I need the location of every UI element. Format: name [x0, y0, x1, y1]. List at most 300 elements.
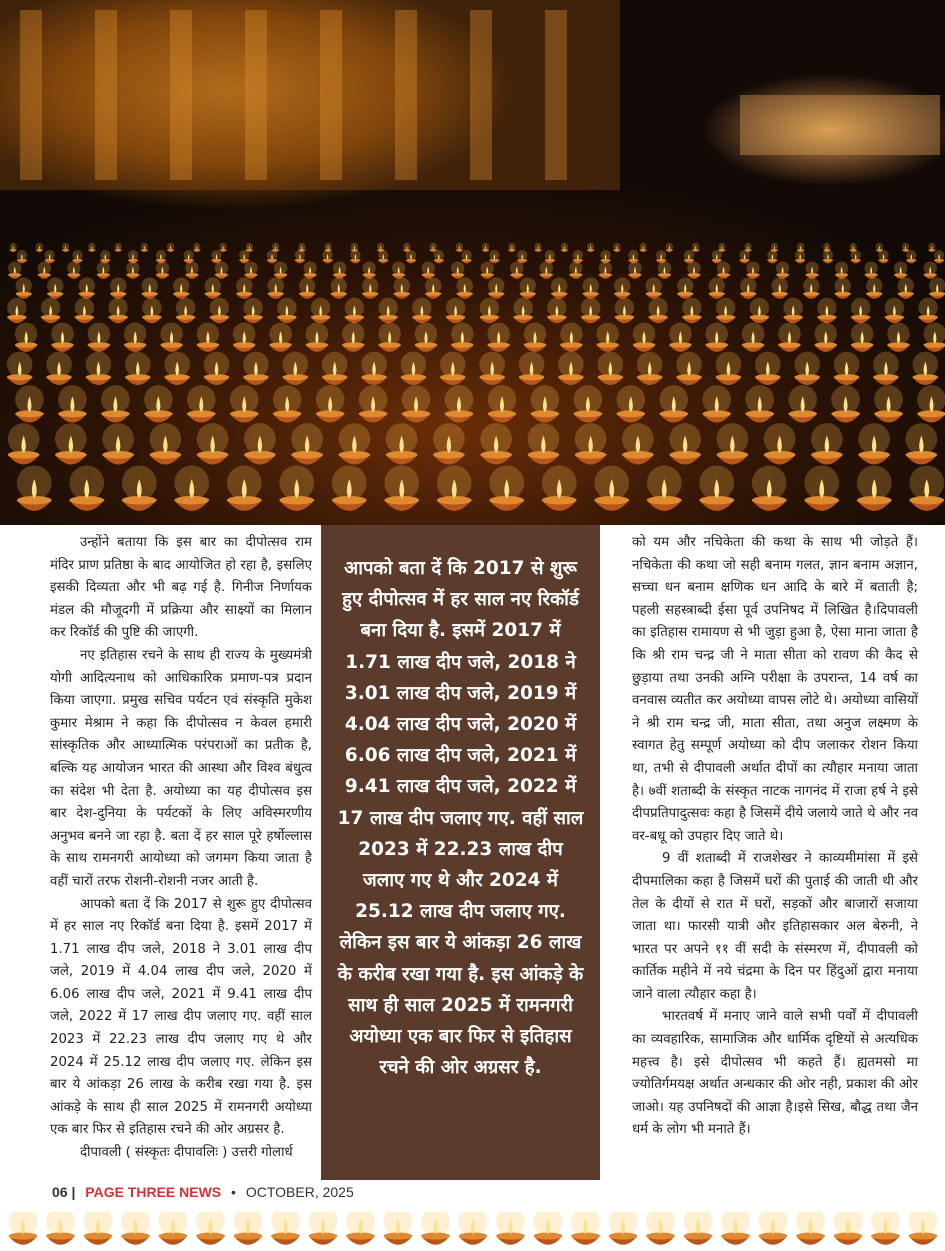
diya-icon — [581, 298, 600, 323]
diya-icon — [805, 261, 818, 278]
diya-icon — [528, 423, 560, 464]
diya-icon — [535, 243, 542, 252]
diya-icon — [234, 1212, 263, 1245]
diya-icon — [17, 250, 27, 263]
diya-icon — [906, 423, 938, 464]
diya-icon — [220, 243, 227, 252]
diya-icon — [160, 323, 183, 352]
diya-icon — [783, 298, 802, 323]
diya-icon — [210, 298, 229, 323]
diya-icon — [7, 298, 26, 323]
diya-icon — [41, 298, 60, 323]
diya-icon — [745, 385, 774, 422]
diya-icon — [909, 1212, 938, 1245]
diya-icon — [174, 465, 209, 510]
diya-icon — [311, 298, 330, 323]
diya-icon — [496, 1212, 525, 1245]
diya-icon — [86, 352, 112, 385]
diya-icon — [617, 385, 646, 422]
diya-icon — [834, 1212, 863, 1245]
diya-icon — [45, 250, 55, 263]
diya-icon — [197, 323, 220, 352]
diya-icon — [243, 352, 269, 385]
diya-icon — [433, 423, 465, 464]
diya-icon — [628, 250, 638, 263]
diya-icon — [274, 261, 287, 278]
diya-icon — [702, 385, 731, 422]
diya-icon — [534, 1212, 563, 1245]
diya-icon — [873, 352, 899, 385]
diya-icon — [394, 277, 410, 298]
diya-icon — [67, 261, 80, 278]
diya-icon — [811, 423, 843, 464]
diya-icon — [359, 385, 388, 422]
hero-photo-diyas — [0, 0, 945, 525]
diya-icon — [445, 385, 474, 422]
diya-icon — [687, 261, 700, 278]
diya-icon — [211, 250, 221, 263]
diya-icon — [924, 261, 937, 278]
pull-quote-box — [321, 525, 600, 1180]
separator: • — [231, 1184, 236, 1200]
diya-icon — [924, 323, 945, 352]
diya-icon — [721, 1212, 750, 1245]
diya-icon — [575, 423, 607, 464]
diya-icon — [815, 323, 838, 352]
diya-icon — [574, 385, 603, 422]
diya-icon — [519, 352, 545, 385]
diya-icon — [102, 423, 134, 464]
diya-icon — [887, 323, 910, 352]
diya-icon — [273, 385, 302, 422]
diya-icon — [459, 1212, 488, 1245]
diya-icon — [834, 352, 860, 385]
paragraph: आपको बता दें कि 2017 से शुरू हुए दीपोत्सव में हर साल नए रिकॉर्ड बना दिया है. इसमें 2017 में 1.71 लाख दीप जले, 2018 ने 3.01 लाख दीप जले, 2019 में 4.04 लाख दीप जले, 2020 में 6.06 लाख दीप जले, 2021 में 9.41 लाख दीप जले, 2022 में 17 लाख दीप जलाए गए. वहीं साल 2023 में 22.23 लाख दीप जलाए गए थे और 2024 में 25.12 लाख दीप जलाए गए. लेकिन इस बार ये आंकड़ा 26 लाख के करीब रखा गया है. इस आंकड़े के साथ ही साल 2025 में रामनगरी अयोध्या एक बार फिर से इतिहास रचने की ओर अग्रसर है. — [50, 896, 312, 1138]
diya-icon — [239, 250, 249, 263]
diya-icon — [378, 250, 388, 263]
diya-icon — [401, 352, 427, 385]
diya-icon — [384, 465, 419, 510]
diya-icon — [386, 423, 418, 464]
diya-icon — [378, 298, 397, 323]
diya-icon — [108, 298, 127, 323]
diya-icon — [434, 250, 444, 263]
diya-icon — [17, 465, 52, 510]
diya-icon — [658, 261, 671, 278]
diya-icon — [440, 352, 466, 385]
diya-icon — [47, 277, 63, 298]
diya-icon — [303, 261, 316, 278]
diya-icon — [267, 250, 277, 263]
diya-icon — [392, 261, 405, 278]
diya-icon — [871, 1212, 900, 1245]
diya-icon — [236, 277, 252, 298]
diya-icon — [795, 250, 805, 263]
diya-icon — [647, 465, 682, 510]
diya-icon — [8, 423, 40, 464]
diya-icon — [596, 323, 619, 352]
diya-icon — [851, 323, 874, 352]
diya-icon — [551, 277, 567, 298]
diya-icon — [196, 1212, 225, 1245]
diya-icon — [331, 277, 347, 298]
diya-icon — [851, 298, 870, 323]
diya-icon — [857, 465, 892, 510]
diya-icon — [752, 465, 787, 510]
diya-icon — [874, 385, 903, 422]
diya-icon — [717, 261, 730, 278]
diya-icon — [545, 250, 555, 263]
diya-icon — [156, 250, 166, 263]
diya-icon — [750, 298, 769, 323]
diya-icon — [569, 261, 582, 278]
diya-icon — [322, 352, 348, 385]
diya-icon — [788, 385, 817, 422]
paragraph: दीपावली ( संस्कृतः दीपावलिः ) उत्तरी गोलार्ध — [80, 1145, 293, 1161]
diya-icon — [150, 423, 182, 464]
diya-icon — [684, 250, 694, 263]
diya-icon — [125, 352, 151, 385]
diya-icon — [402, 385, 431, 422]
diya-icon — [46, 352, 72, 385]
diya-icon — [659, 385, 688, 422]
diya-icon — [615, 298, 634, 323]
diya-icon — [269, 323, 292, 352]
diya-icon — [587, 243, 594, 252]
diya-icon — [58, 385, 87, 422]
diya-icon — [909, 465, 944, 510]
paragraph: उन्होंने बताया कि इस बार का दीपोत्सव राम मंदिर प्राण प्रतिष्ठा के बाद आयोजित हो रहा है, इसलिए इसकी दिव्यता और भी बढ़ गई है. गिनीज निर्णायक मंडल की मौजूदगी में प्रक्रिया और साक्ष्यों का मिलान कर रिकॉर्ड की पुष्टि की जाएगी. — [50, 535, 312, 641]
diya-icon — [406, 250, 416, 263]
paragraph: नए इतिहास रचने के साथ ही राज्य के मुख्यमंत्री योगी आदित्यनाथ को आधिकारिक प्रमाण-पत्र प्रदान किया जाएगा. प्रमुख सचिव पर्यटन एवं संस्कृति मुकेश कुमार मेश्राम ने कहा कि दीपोत्सव न केवल हमारी सांस्कृतिक और आध्यात्मिक परंपराओं का प्रतीक है, बल्कि यह आयोजन भारत की आस्था और विश्व बंधुत्व का संदेश भी देता है. अयोध्या का यह दीपोत्सव इस बार देश-दुनिया के पर्यटकों के लिए अविस्मरणीय अनुभव बनने जा रहा है. बता दें हर साल पूरे हर्षोल्लास के साथ रामनगरी आयोध्या को जगमग किया जाता है वहीं चारों तरफ रोशनी-रोशनी नजर आती है. — [50, 647, 312, 889]
diya-icon — [898, 277, 914, 298]
diya-icon — [716, 352, 742, 385]
diya-icon — [628, 261, 641, 278]
diya-icon — [796, 1212, 825, 1245]
paragraph: 9 वीं शताब्दी में राजशेखर ने काव्यमीमांसा में इसे दीपमालिका कहा है जिसमें घरों की पुताई की जाती थी और तेल के दीयों से रात में घरों, सड़कों और बाजारों सजाया जाता था। फारसी यात्री और इतिहासकार अल बेरुनी, ने भारत पर अपने ११ वीं सदी के संस्मरण में, दीपावली को कार्तिक महीने में नये चंद्रमा के दिन पर हिंदुओं द्वारा मनाया जाने वाला त्यौहार कहा है। — [632, 851, 918, 1002]
diya-icon — [831, 385, 860, 422]
diya-icon — [918, 298, 937, 323]
diya-icon — [316, 385, 345, 422]
diya-icon — [776, 261, 789, 278]
diya-icon — [283, 352, 309, 385]
diya-icon — [167, 243, 174, 252]
diya-icon — [456, 243, 463, 252]
diya-icon — [488, 277, 504, 298]
diya-icon — [682, 298, 701, 323]
diya-icon — [560, 323, 583, 352]
diya-icon — [524, 323, 547, 352]
diya-icon — [346, 1212, 375, 1245]
diya-icon — [542, 465, 577, 510]
diya-icon — [709, 277, 725, 298]
diya-icon — [489, 465, 524, 510]
diya-icon — [637, 352, 663, 385]
diya-icon — [141, 243, 148, 252]
diya-icon — [461, 250, 471, 263]
diya-icon — [15, 385, 44, 422]
diya-icon — [339, 423, 371, 464]
diya-icon — [350, 250, 360, 263]
diya-icon — [362, 277, 378, 298]
diya-icon — [656, 250, 666, 263]
diya-icon — [594, 465, 629, 510]
diya-icon — [480, 298, 499, 323]
diya-icon — [633, 323, 656, 352]
diya-icon — [706, 323, 729, 352]
diya-icon — [794, 352, 820, 385]
diya-icon — [489, 250, 499, 263]
diya-icon — [437, 465, 472, 510]
diya-icon — [823, 250, 833, 263]
publication-name: PAGE THREE NEWS — [85, 1184, 222, 1200]
diya-icon — [215, 261, 228, 278]
diya-icon — [342, 323, 365, 352]
diya-icon — [110, 277, 126, 298]
diya-icon — [121, 1212, 150, 1245]
page-footer — [52, 1184, 354, 1200]
diya-icon — [676, 352, 702, 385]
diya-icon — [767, 250, 777, 263]
diya-icon — [8, 261, 21, 278]
diya-icon — [885, 298, 904, 323]
diya-icon — [36, 243, 43, 252]
diya-icon — [122, 465, 157, 510]
diya-icon — [583, 277, 599, 298]
diya-icon — [646, 1212, 675, 1245]
diya-icon — [510, 261, 523, 278]
diya-icon — [75, 298, 94, 323]
diya-icon — [185, 261, 198, 278]
diya-icon — [451, 261, 464, 278]
right-article-column — [632, 532, 918, 1142]
diya-icon — [902, 243, 909, 252]
diya-icon — [613, 243, 620, 252]
diya-icon — [362, 261, 375, 278]
diya-icon — [97, 261, 110, 278]
diya-icon — [425, 277, 441, 298]
diya-icon — [677, 277, 693, 298]
diya-icon — [817, 298, 836, 323]
diya-icon — [481, 261, 494, 278]
diya-icon — [268, 277, 284, 298]
diya-icon — [323, 250, 333, 263]
diya-icon — [15, 323, 38, 352]
diya-icon — [835, 277, 851, 298]
diya-icon — [124, 323, 147, 352]
diya-icon — [600, 250, 610, 263]
diya-icon — [430, 243, 437, 252]
diya-icon — [894, 261, 907, 278]
diya-icon — [865, 261, 878, 278]
diya-icon — [778, 323, 801, 352]
diya-icon — [345, 298, 364, 323]
diya-icon — [361, 352, 387, 385]
diya-icon — [746, 261, 759, 278]
diya-icon — [271, 1212, 300, 1245]
diya-icon — [513, 298, 532, 323]
diya-icon — [126, 261, 139, 278]
diya-icon — [928, 243, 935, 252]
diya-icon — [669, 323, 692, 352]
diya-icon — [558, 352, 584, 385]
diya-icon — [699, 465, 734, 510]
diya-icon — [69, 465, 104, 510]
diya-icon — [159, 1212, 188, 1245]
paragraph: भारतवर्ष में मनाए जाने वाले सभी पर्वों में दीपावली का व्यवहारिक, सामाजिक और धार्मिक दृष्टियों से अत्यधिक महत्त्व है। इसे दीपोत्सव भी कहते हैं। ह्यतमसो मा ज्योतिर्गमयक्ष अर्थात अन्धकार की ओर नही, प्रकाश की ओर जाओ। यह उपनिषदों की आज्ञा है।इसे सिख, बौद्ध तथा जैन धर्म के लोग भी मनाते हैं। — [632, 1009, 918, 1138]
diya-icon — [929, 277, 945, 298]
diya-icon — [598, 352, 624, 385]
diya-icon — [451, 323, 474, 352]
diya-icon — [184, 250, 194, 263]
diya-icon — [205, 277, 221, 298]
diya-icon — [173, 277, 189, 298]
page-number: 06 | — [52, 1184, 76, 1200]
diya-icon — [421, 1212, 450, 1245]
diya-icon — [84, 1212, 113, 1245]
diya-icon — [204, 352, 230, 385]
diya-icon — [164, 352, 190, 385]
diya-icon — [740, 277, 756, 298]
paragraph: को यम और नचिकेता की कथा के साथ भी जोड़ते हैं। नचिकेता की कथा जो सही बनाम गलत, ज्ञान बनाम अज्ञान, सच्चा धन बनाम क्षणिक धन आदि के बारे में बताती है; पहली सहस्त्राब्दी ईसा पूर्व उपनिषद में लिखित है।दिपावली का इतिहास रामायण से भी जुड़ा हुआ है, ऐसा माना जाता है कि श्री राम चन्द्र जी ने माता सीता को रावण की कैद से छुड़ाया तथा उनकी अग्नि परीक्षा के उपरान्त, 14 वर्ष का वनवास व्यतीत कर अयोध्या वापस लोटे थे। अयोध्या वासियों ने श्री राम चन्द्र जी, माता सीता, तथा अनुज लक्ष्मण के स्वागत हेतु सम्पूर्ण अयोध्या को दीप जलाकर रोशन किया था, तभी से दीपावली अर्थात दीपों का त्यौहार मनाया जाता है। ७वीं शताब्दी के संस्कृत नाटक नागनंद में राजा हर्ष ने इसे दीपप्रतिपादुत्सवः कहा है जिसमें दीये जलाये जाते थे और नव वर-बधू को उपहार दिए जाते थे। — [632, 535, 918, 844]
diya-icon — [878, 250, 888, 263]
diya-icon — [742, 323, 765, 352]
diya-icon — [88, 323, 111, 352]
diya-icon — [531, 385, 560, 422]
diya-icon — [176, 298, 195, 323]
diya-icon — [772, 277, 788, 298]
diya-icon — [244, 261, 257, 278]
diya-icon — [692, 243, 699, 252]
diya-icon — [547, 298, 566, 323]
diya-icon — [55, 423, 87, 464]
diya-border — [0, 1212, 945, 1248]
diya-icon — [62, 243, 69, 252]
diya-icon — [306, 323, 329, 352]
diya-icon — [309, 1212, 338, 1245]
diya-icon — [7, 352, 33, 385]
diya-icon — [759, 1212, 788, 1245]
diya-icon — [739, 250, 749, 263]
diya-icon — [38, 261, 51, 278]
pull-quote-text: आपको बता दें कि 2017 से शुरू हुए दीपोत्सव में हर साल नए रिकॉर्ड बना दिया है. इसमें 2017 में 1.71 लाख दीप जले, 2018 ने 3.01 लाख दीप जले, 2019 में 4.04 लाख दीप जले, 2020 में 6.06 लाख दीप जले, 2021 में 9.41 लाख दीप जले, 2022 में 17 लाख दीप जलाए गए. वहीं साल 2023 में 22.23 लाख दीप जलाए गए थे और 2024 में 25.12 लाख दीप जलाए गए. लेकिन इस बार ये आंकड़ा 26 लाख के करीब रखा गया है. इस आंकड़े के साथ ही साल 2025 में रामनगरी अयोध्या एक बार फिर से इतिहास रचने की ओर अग्रसर है. — [337, 558, 584, 1079]
diya-icon — [295, 250, 305, 263]
distant-palace — [740, 95, 940, 155]
diya-icon — [479, 352, 505, 385]
diya-icon — [422, 261, 435, 278]
diya-icon — [599, 261, 612, 278]
diya-icon — [717, 423, 749, 464]
diya-icon — [446, 298, 465, 323]
diya-icon — [835, 261, 848, 278]
diya-icon — [614, 277, 630, 298]
diya-icon — [640, 243, 647, 252]
diya-icon — [16, 277, 32, 298]
temple-facade — [0, 0, 620, 190]
diya-icon — [100, 250, 110, 263]
diya-lamps-icon — [0, 0, 945, 525]
diya-icon — [866, 277, 882, 298]
diya-icon — [243, 298, 262, 323]
diya-icon — [684, 1212, 713, 1245]
diya-icon — [415, 323, 438, 352]
diya-icon — [571, 1212, 600, 1245]
diya-icon — [457, 277, 473, 298]
diya-icon — [128, 250, 138, 263]
diya-icon — [10, 243, 17, 252]
diya-icon — [622, 423, 654, 464]
diya-icon — [79, 277, 95, 298]
diya-icon — [487, 323, 510, 352]
diya-icon — [187, 385, 216, 422]
diya-icon — [480, 423, 512, 464]
diya-icon — [764, 423, 796, 464]
diya-icon — [291, 423, 323, 464]
diya-icon — [755, 352, 781, 385]
diya-icon — [142, 277, 158, 298]
diya-icon — [666, 243, 673, 252]
diya-icon — [156, 261, 169, 278]
diya-icon — [917, 385, 945, 422]
diya-icon — [197, 423, 229, 464]
diya-icon — [482, 243, 489, 252]
diya-icon — [858, 423, 890, 464]
diya-icon — [934, 250, 944, 263]
diya-icon — [378, 323, 401, 352]
diya-icon — [384, 1212, 413, 1245]
diya-icon — [72, 250, 82, 263]
diya-icon — [508, 243, 515, 252]
diya-icon — [193, 243, 200, 252]
diya-icon — [561, 243, 568, 252]
diya-icon — [669, 423, 701, 464]
diya-icon — [520, 277, 536, 298]
diya-icon — [244, 423, 276, 464]
diya-icon — [332, 465, 367, 510]
diya-icon — [609, 1212, 638, 1245]
diya-icon — [279, 465, 314, 510]
diya-icon — [573, 250, 583, 263]
diya-icon — [803, 277, 819, 298]
diya-icon — [646, 277, 662, 298]
diya-icon — [906, 250, 916, 263]
diya-icon — [333, 261, 346, 278]
diya-icon — [233, 323, 256, 352]
diya-icon — [9, 1212, 38, 1245]
diya-icon — [101, 385, 130, 422]
diya-icon — [115, 243, 122, 252]
diya-icon — [517, 250, 527, 263]
diya-icon — [88, 243, 95, 252]
diya-icon — [299, 277, 315, 298]
diya-icon — [227, 465, 262, 510]
diya-icon — [142, 298, 161, 323]
diya-icon — [712, 250, 722, 263]
diya-icon — [144, 385, 173, 422]
diya-icon — [648, 298, 667, 323]
diya-icon — [51, 323, 74, 352]
diya-icon — [540, 261, 553, 278]
diya-icon — [913, 352, 939, 385]
diya-icon — [277, 298, 296, 323]
diya-icon — [230, 385, 259, 422]
diya-icon — [716, 298, 735, 323]
issue-date: OCTOBER, 2025 — [245, 1184, 354, 1200]
diya-icon — [412, 298, 431, 323]
left-article-column — [50, 532, 312, 1165]
diya-icon — [851, 250, 861, 263]
diya-icon — [804, 465, 839, 510]
